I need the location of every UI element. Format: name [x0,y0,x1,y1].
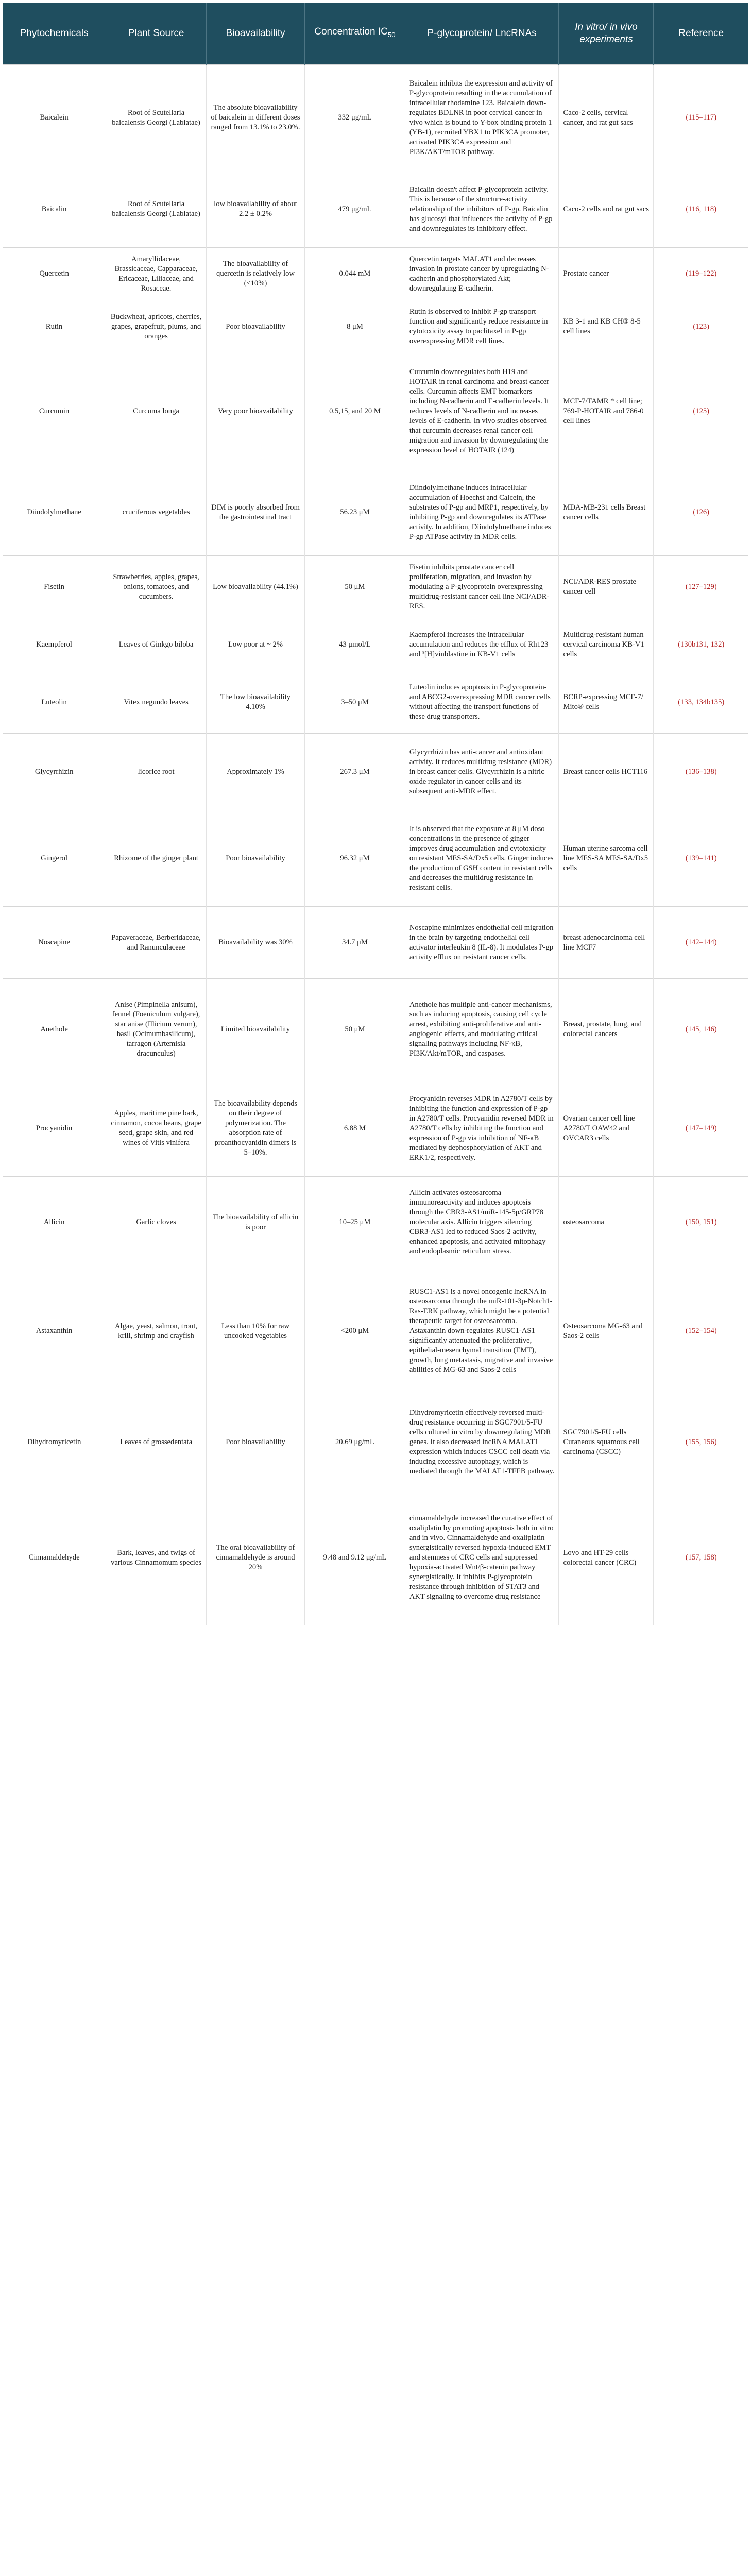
cell-concentration: 0.5,15, and 20 M [305,353,405,469]
table-row [3,353,748,469]
cell-concentration: 96.32 μM [305,810,405,907]
cell-experiments: Osteosarcoma MG-63 and Saos-2 cells [559,1268,654,1394]
table-row [3,734,748,810]
cell-pgp-description: RUSC1-AS1 is a novel oncogenic lncRNA in osteosarcoma through the miR-101-3p-Notch1-Ras-ERK pathway, which might be a potential therapeutic target for osteosarcoma. Astaxanthin down-regulates RUSC1-AS1 significantly attenuated the proliferative, epithelial-mesenchymal transition (EMT), growth, lung metastasis, migrative and invasive abilities of MG-63 and Saos-2 cells [405,1268,559,1394]
cell-concentration: 267.3 μM [305,734,405,810]
cell-pgp-description: Rutin is observed to inhibit P-gp transport function and significantly reduce resistance in cytotoxicity assay to paclitaxel in P-gp overexpressing MDR cell lines. [405,300,559,353]
cell-compound: Gingerol [3,810,106,907]
cell-experiments: MDA-MB-231 cells Breast cancer cells [559,469,654,556]
cell-pgp-description: Glycyrrhizin has anti-cancer and antioxidant activity. It reduces multidrug resistance (MDR) in breast cancer cells. Glycyrrhizin is a nitric oxide regulator in cancer cells and its subsequent anti-MDR effect. [405,734,559,810]
cell-pgp-description: Diindolylmethane induces intracellular accumulation of Hoechst and Calcein, the substrates of P-gp and MRP1, respectively, by inhibiting P-gp and downregulates its ATPase activity. In addition, Diindolylmethane induces P-gp ATPase activity in MDR cells. [405,469,559,556]
cell-bioavailability: The bioavailability depends on their degree of polymerization. The absorption rate of proanthocyanidin dimers is 5–10%. [206,1080,304,1177]
cell-plant-source: Buckwheat, apricots, cherries, grapes, grapefruit, plums, and oranges [106,300,207,353]
cell-reference-link[interactable]: (133, 134b135) [654,671,748,734]
cell-concentration: 34.7 μM [305,907,405,979]
cell-concentration: 9.48 and 9.12 μg/mL [305,1490,405,1625]
cell-experiments: Lovo and HT-29 cells colorectal cancer (CRC) [559,1490,654,1625]
header-concentration-label: Concentration IC [314,26,388,38]
cell-pgp-description: Kaempferol increases the intracellular accumulation and reduces the efflux of Rh123 and ³[H]vinblastine in KB-V1 cells [405,618,559,671]
header-reference: Reference [654,3,748,65]
cell-plant-source: Anise (Pimpinella anisum), fennel (Foeniculum vulgare), star anise (Illicium verum), basil (Ocimumbasilicum), tarragon (Artemisia dracunculus) [106,979,207,1080]
cell-concentration: <200 μM [305,1268,405,1394]
cell-pgp-description: cinnamaldehyde increased the curative effect of oxaliplatin by promoting apoptosis both in vitro and in vivo. Cinnamaldehyde and oxaliplatin synergistically reversed hypoxia-induced EMT and stemness of CRC cells and suppressed hypoxia-activated Wnt/β-catenin pathway synergistically. It inhibits P-glycoprotein resistance through inhibition of STAT3 and AKT signaling to overcome drug resistance [405,1490,559,1625]
cell-experiments: Breast cancer cells HCT116 [559,734,654,810]
cell-compound: Luteolin [3,671,106,734]
cell-experiments: MCF-7/TAMR * cell line; 769-P-HOTAIR and 786-0 cell lines [559,353,654,469]
table-row [3,1394,748,1490]
cell-pgp-description: Luteolin induces apoptosis in P-glycoprotein- and ABCG2-overexpressing MDR cancer cells without affecting the transport functions of these drug transporters. [405,671,559,734]
cell-compound: Allicin [3,1177,106,1268]
cell-bioavailability: The oral bioavailability of cinnamaldehyde is around 20% [206,1490,304,1625]
cell-compound: Curcumin [3,353,106,469]
cell-experiments: Caco-2 cells and rat gut sacs [559,171,654,248]
cell-concentration: 20.69 μg/mL [305,1394,405,1490]
cell-concentration: 479 μg/mL [305,171,405,248]
cell-concentration: 332 μg/mL [305,65,405,171]
table-row [3,1490,748,1625]
cell-concentration: 50 μM [305,556,405,618]
cell-reference-link[interactable]: (125) [654,353,748,469]
cell-pgp-description: Curcumin downregulates both H19 and HOTAIR in renal carcinoma and breast cancer cells. Curcumin affects EMT biomarkers including N-cadherin and E-cadherin levels. It reduces levels of N-cadherin and increases levels of E-cadherin. In vivo studies observed that curcumin decreases renal cancer cell migration and invasion by downregulating the expression level of HOTAIR (124) [405,353,559,469]
cell-concentration: 43 μmol/L [305,618,405,671]
cell-compound: Astaxanthin [3,1268,106,1394]
cell-reference-link[interactable]: (152–154) [654,1268,748,1394]
cell-bioavailability: The absolute bioavailability of baicalein in different doses ranged from 13.1% to 23.0%. [206,65,304,171]
cell-experiments: Caco-2 cells, cervical cancer, and rat gut sacs [559,65,654,171]
cell-pgp-description: It is observed that the exposure at 8 μM doso concentrations in the presence of ginger improves drug accumulation and cytotoxicity on resistant MES-SA/Dx5 cells. Ginger induces the production of GSH content in resistant cells and decreases the multidrug resistance in resistant cells. [405,810,559,907]
table-row [3,979,748,1080]
cell-compound: Diindolylmethane [3,469,106,556]
cell-plant-source: cruciferous vegetables [106,469,207,556]
cell-reference-link[interactable]: (145, 146) [654,979,748,1080]
cell-pgp-description: Procyanidin reverses MDR in A2780/T cells by inhibiting the function and expression of P-gp in A2780/T cells. Procyanidin reversed MDR in A2780/T cells by inhibiting the function and expression of P-gp via inhibition of NF-κB mediated by dephosphorylation of AKT and ERK1/2, respectively. [405,1080,559,1177]
cell-concentration: 10–25 μM [305,1177,405,1268]
cell-reference-link[interactable]: (155, 156) [654,1394,748,1490]
cell-experiments: NCI/ADR-RES prostate cancer cell [559,556,654,618]
cell-compound: Cinnamaldehyde [3,1490,106,1625]
cell-compound: Quercetin [3,248,106,300]
table-row [3,65,748,171]
cell-bioavailability: low bioavailability of about 2.2 ± 0.2% [206,171,304,248]
cell-plant-source: Root of Scutellaria baicalensis Georgi (Labiatae) [106,65,207,171]
cell-plant-source: Papaveraceae, Berberidaceae, and Ranunculaceae [106,907,207,979]
cell-compound: Kaempferol [3,618,106,671]
cell-experiments: KB 3-1 and KB CH® 8-5 cell lines [559,300,654,353]
cell-reference-link[interactable]: (142–144) [654,907,748,979]
table-row [3,171,748,248]
cell-compound: Glycyrrhizin [3,734,106,810]
cell-compound: Fisetin [3,556,106,618]
cell-pgp-description: Baicalein inhibits the expression and activity of P-glycoprotein resulting in the accumulation of intracellular rhodamine 123. Baicalein down-regulates BDLNR in poor cervical cancer in vivo which is bound to Y-box binding protein 1 (YB-1), recruited YBX1 to PIK3CA promoter, activated PIK3CA expression and PI3K/AKT/mTOR pathway. [405,65,559,171]
cell-bioavailability: Low poor at ~ 2% [206,618,304,671]
cell-compound: Dihydromyricetin [3,1394,106,1490]
cell-plant-source: Apples, maritime pine bark, cinnamon, cocoa beans, grape seed, grape skin, and red wines of Vitis vinifera [106,1080,207,1177]
cell-bioavailability: Very poor bioavailability [206,353,304,469]
cell-concentration: 6.88 M [305,1080,405,1177]
table-row [3,469,748,556]
table-row [3,810,748,907]
cell-experiments: breast adenocarcinoma cell line MCF7 [559,907,654,979]
cell-concentration: 8 μM [305,300,405,353]
table-container [3,3,748,1625]
cell-bioavailability: The bioavailability of allicin is poor [206,1177,304,1268]
cell-concentration: 3–50 μM [305,671,405,734]
cell-pgp-description: Quercetin targets MALAT1 and decreases invasion in prostate cancer by upregulating N-cadherin and phosphorylated Akt; downregulating E-cadherin. [405,248,559,300]
cell-experiments: osteosarcoma [559,1177,654,1268]
cell-bioavailability: Poor bioavailability [206,1394,304,1490]
cell-experiments: Prostate cancer [559,248,654,300]
cell-bioavailability: Bioavailability was 30% [206,907,304,979]
cell-experiments: SGC7901/5-FU cells Cutaneous squamous cell carcinoma (CSCC) [559,1394,654,1490]
cell-plant-source: Leaves of Ginkgo biloba [106,618,207,671]
cell-plant-source: Leaves of grossedentata [106,1394,207,1490]
cell-experiments: Breast, prostate, lung, and colorectal cancers [559,979,654,1080]
table-body [3,65,748,1625]
header-phytochemicals: Phytochemicals [3,3,106,65]
cell-bioavailability: Poor bioavailability [206,300,304,353]
cell-bioavailability: The bioavailability of quercetin is relatively low (<10%) [206,248,304,300]
cell-plant-source: Amaryllidaceae, Brassicaceae, Capparaceae, Ericaceae, Liliaceae, and Rosaceae. [106,248,207,300]
cell-plant-source: Garlic cloves [106,1177,207,1268]
cell-reference-link[interactable]: (150, 151) [654,1177,748,1268]
cell-pgp-description: Fisetin inhibits prostate cancer cell proliferation, migration, and invasion by modulating a P-glycoprotein overexpressing multidrug-resistant cancer cell line NCI/ADR-RES. [405,556,559,618]
cell-plant-source: Root of Scutellaria baicalensis Georgi (Labiatae) [106,171,207,248]
cell-experiments: Human uterine sarcoma cell line MES-SA MES-SA/Dx5 cells [559,810,654,907]
header-bioavailability: Bioavailability [206,3,304,65]
cell-reference-link[interactable]: (139–141) [654,810,748,907]
cell-plant-source: Algae, yeast, salmon, trout, krill, shrimp and crayfish [106,1268,207,1394]
table-row [3,618,748,671]
cell-compound: Anethole [3,979,106,1080]
table-row [3,300,748,353]
cell-bioavailability: Poor bioavailability [206,810,304,907]
cell-concentration: 50 μM [305,979,405,1080]
cell-compound: Procyanidin [3,1080,106,1177]
cell-bioavailability: Less than 10% for raw uncooked vegetables [206,1268,304,1394]
cell-bioavailability: Limited bioavailability [206,979,304,1080]
cell-reference-link[interactable]: (127–129) [654,556,748,618]
cell-reference-link[interactable]: (157, 158) [654,1490,748,1625]
table-row [3,248,748,300]
cell-plant-source: licorice root [106,734,207,810]
cell-reference-link[interactable]: (130b131, 132) [654,618,748,671]
cell-pgp-description: Anethole has multiple anti-cancer mechanisms, such as inducing apoptosis, causing cell cycle arrest, exhibiting anti-proliferative and anti-angiogenic effects, and modulating critical signaling pathways including NF-κB, PI3K/Akt/mTOR, and caspases. [405,979,559,1080]
cell-compound: Rutin [3,300,106,353]
table-row [3,1268,748,1394]
cell-compound: Baicalin [3,171,106,248]
phytochemicals-table [3,3,748,1625]
table-row [3,671,748,734]
cell-reference-link[interactable]: (123) [654,300,748,353]
cell-experiments: BCRP-expressing MCF-7/ Mito® cells [559,671,654,734]
cell-bioavailability: The low bioavailability 4.10% [206,671,304,734]
cell-reference-link[interactable]: (126) [654,469,748,556]
cell-concentration: 0.044 mM [305,248,405,300]
cell-bioavailability: Approximately 1% [206,734,304,810]
header-row [3,3,748,65]
header-concentration [305,3,405,65]
cell-plant-source: Curcuma longa [106,353,207,469]
header-pgp-lncrnas: P-glycoprotein/ LncRNAs [405,3,559,65]
table-row [3,1177,748,1268]
table-row [3,907,748,979]
header-plant-source: Plant Source [106,3,207,65]
cell-plant-source: Bark, leaves, and twigs of various Cinnamomum species [106,1490,207,1625]
cell-plant-source: Rhizome of the ginger plant [106,810,207,907]
cell-reference-link[interactable]: (119–122) [654,248,748,300]
header-experiments: In vitro/ in vivo experiments [559,3,654,65]
table-row [3,556,748,618]
cell-pgp-description: Allicin activates osteosarcoma immunoreactivity and induces apoptosis through the CBR3-AS1/miR-145-5p/GRP78 molecular axis. Allicin triggers silencing CBR3-AS1 led to reduced Saos-2 activity, enhanced apoptosis, and activated mitophagy and endoplasmic reticulum stress. [405,1177,559,1268]
cell-reference-link[interactable]: (115–117) [654,65,748,171]
table-row [3,1080,748,1177]
cell-concentration: 56.23 μM [305,469,405,556]
cell-compound: Baicalein [3,65,106,171]
cell-pgp-description: Baicalin doesn't affect P-glycoprotein activity. This is because of the structure-activity relationship of the inhibitors of P-gp. Baicalin has glucosyl that influences the activity of P-gp and downregulates its inhibitory effect. [405,171,559,248]
cell-reference-link[interactable]: (116, 118) [654,171,748,248]
cell-pgp-description: Dihydromyricetin effectively reversed multi-drug resistance occurring in SGC7901/5-FU cells cultured in vitro by downregulating MDR genes. It also decreased lncRNA MALAT1 expression which induces CSCC cell death via inducing excessive autophagy, which is mediated through the MALAT1-TFEB pathway. [405,1394,559,1490]
cell-bioavailability: DIM is poorly absorbed from the gastrointestinal tract [206,469,304,556]
cell-reference-link[interactable]: (136–138) [654,734,748,810]
cell-compound: Noscapine [3,907,106,979]
header-concentration-sub: 50 [387,30,396,39]
cell-reference-link[interactable]: (147–149) [654,1080,748,1177]
cell-plant-source: Strawberries, apples, grapes, onions, tomatoes, and cucumbers. [106,556,207,618]
cell-experiments: Multidrug-resistant human cervical carcinoma KB-V1 cells [559,618,654,671]
cell-plant-source: Vitex negundo leaves [106,671,207,734]
cell-experiments: Ovarian cancer cell line A2780/T OAW42 and OVCAR3 cells [559,1080,654,1177]
cell-pgp-description: Noscapine minimizes endothelial cell migration in the brain by targeting endothelial cell activator interleukin 8 (IL-8). It modulates P-gp activity efflux on resistant cancer cells. [405,907,559,979]
cell-bioavailability: Low bioavailability (44.1%) [206,556,304,618]
